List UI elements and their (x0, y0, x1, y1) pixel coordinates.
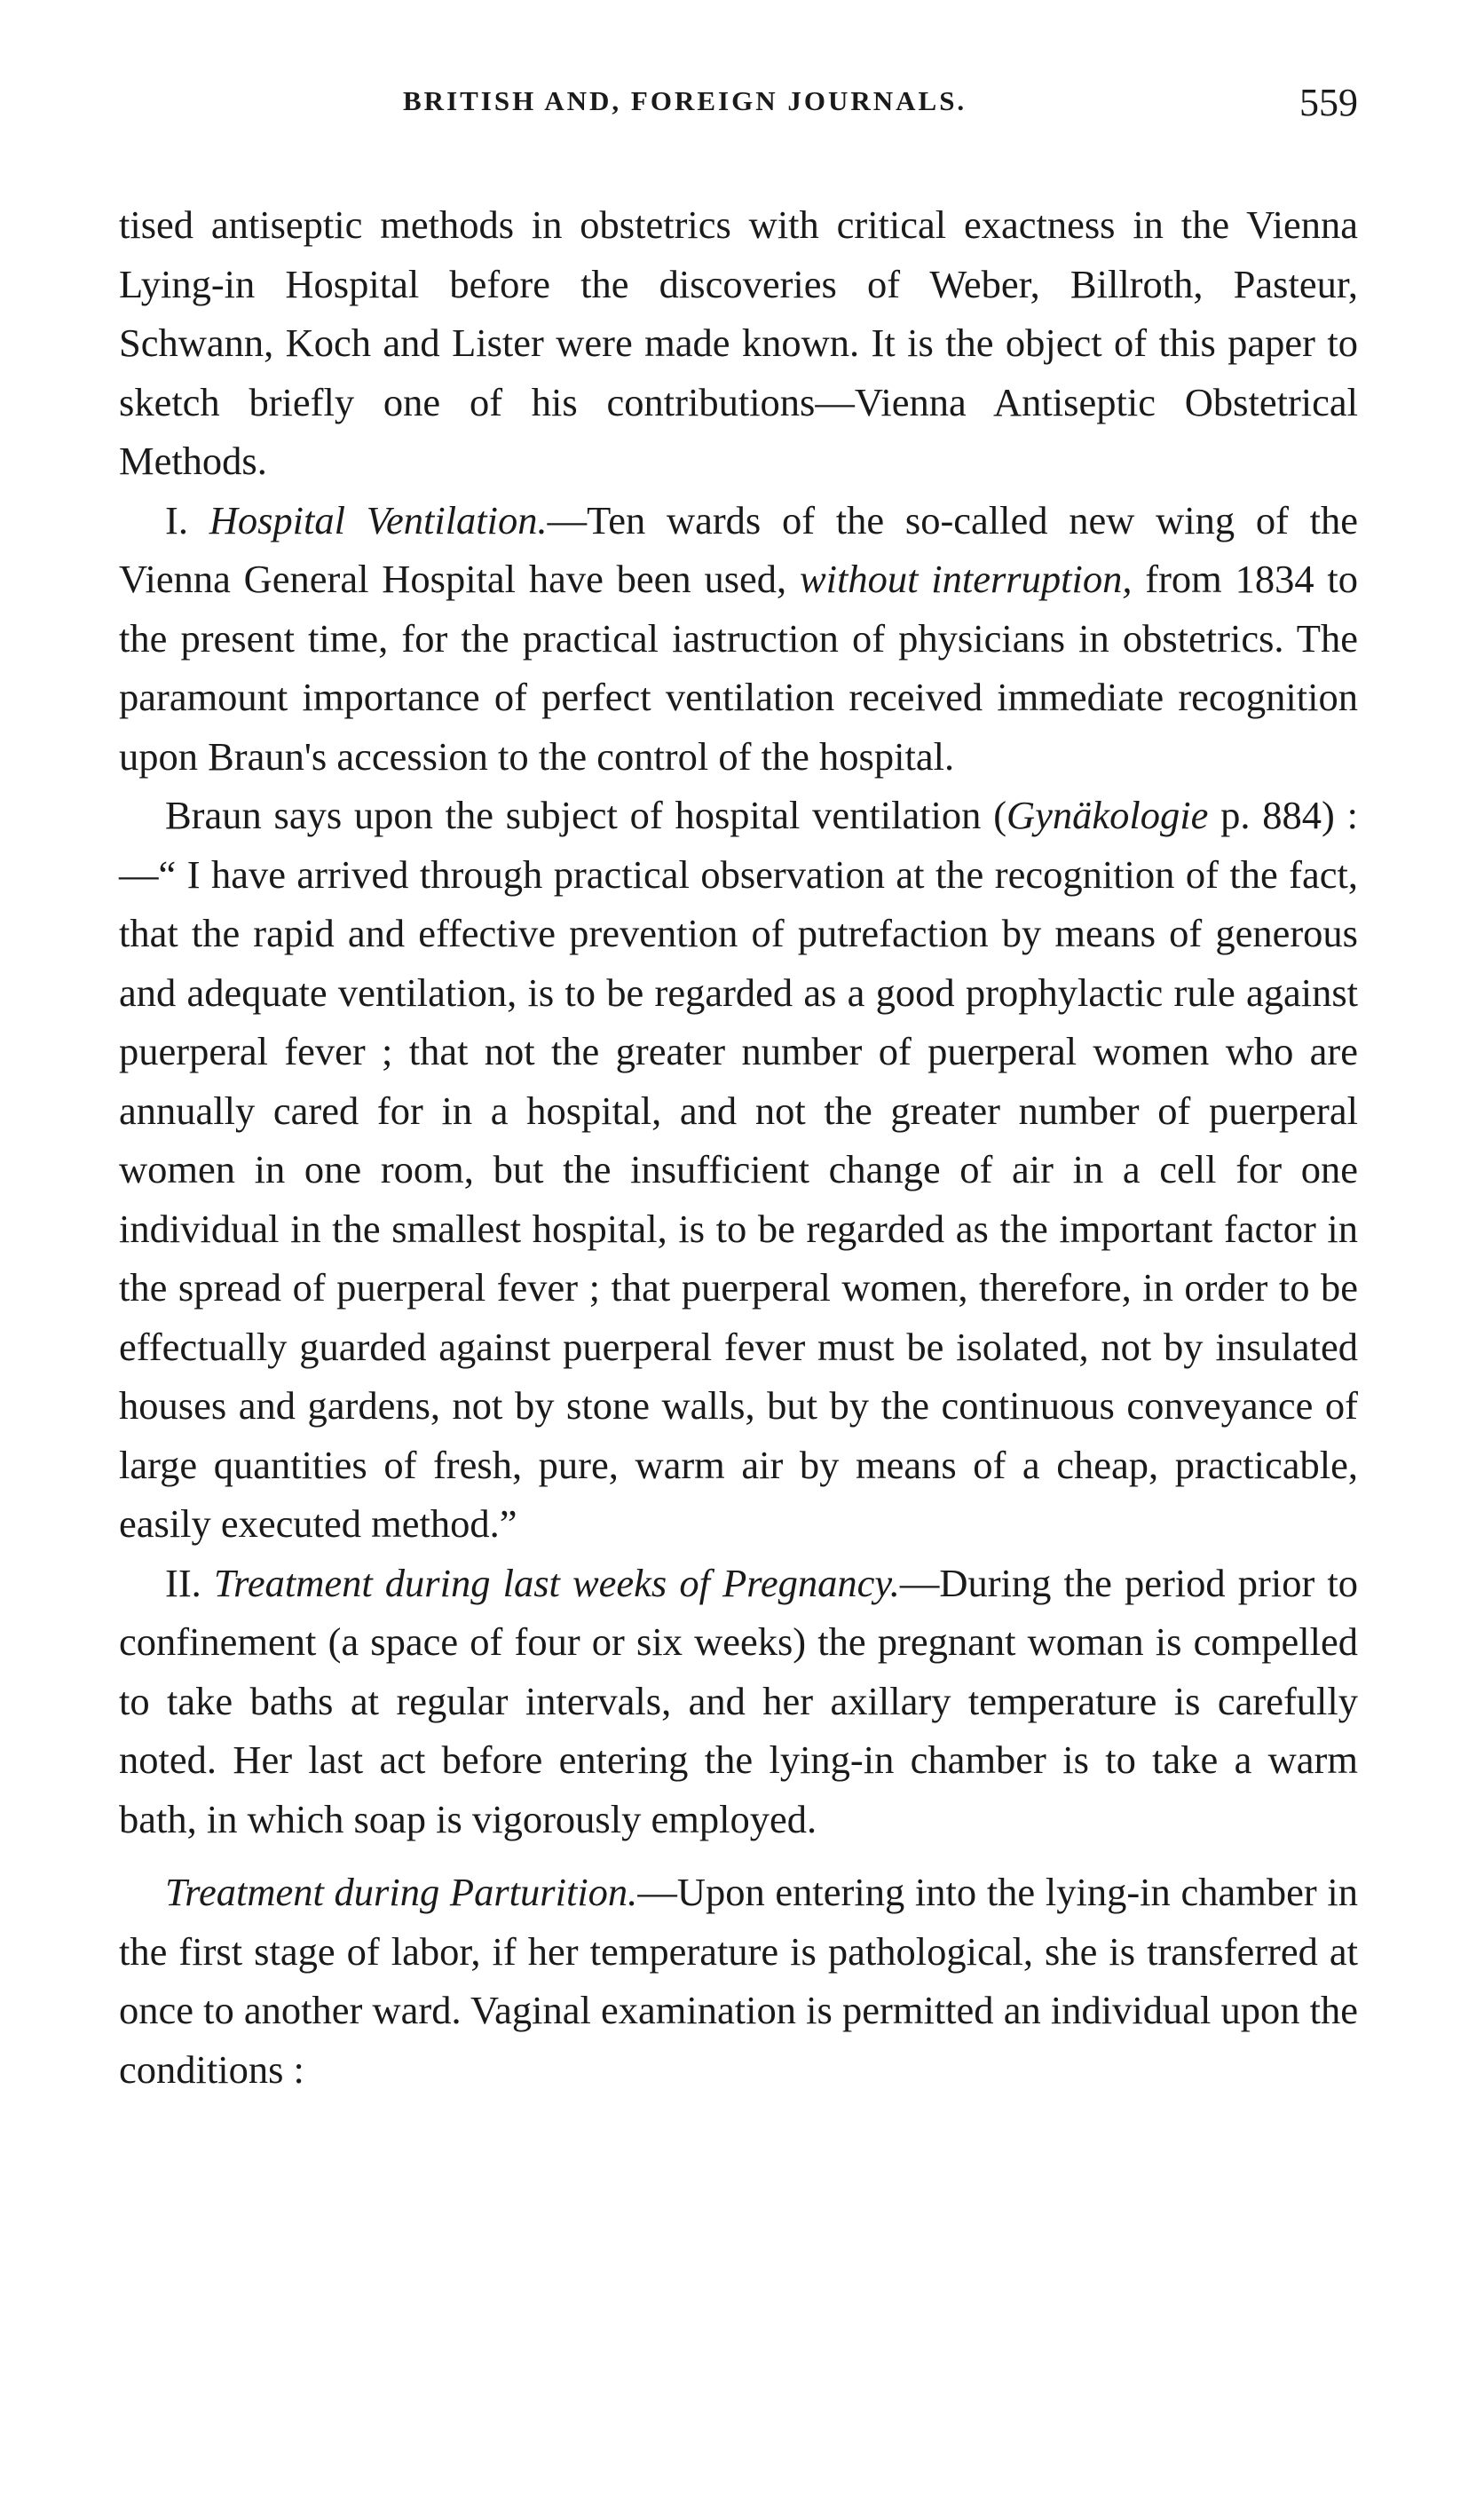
section-heading: Hospital Ventilation. (209, 497, 548, 542)
paragraph-text: —Ten wards of the so-called new wing of the Vienna General Hospital have been used, (119, 497, 1358, 601)
book-page (119, 81, 1359, 2099)
emphasis-text: without interruption, (799, 557, 1133, 601)
paragraph-text: —Upon entering into the lying-in chamber in the first stage of labor, if her temperature is pathological, she is transferred at once to another ward. Vaginal examination is permitted an individual upon the conditions : (119, 1870, 1358, 2092)
paragraph-text: Braun says upon the subject of hospital ventilation ( (165, 793, 1007, 837)
paragraph-hospital-ventilation (119, 491, 1358, 787)
running-head (119, 81, 1358, 139)
paragraph-parturition-treatment (119, 1863, 1358, 2099)
running-title: BRITISH AND, FOREIGN JOURNALS. (403, 85, 967, 116)
paragraph-text: p. 884) :—“ I have arrived through practical observation at the recognition of the fact, that the rapid and effective prevention of putrefaction by means of generous and adequate ventilation, is to be regarded as a good prophylactic rule against puerperal fever ; that not the greater number of puerperal women who are annually cared for in a hospital, and not the greater number of puerperal women in one room, but the insufficient change of air in a cell for one individual in the smallest hospital, is to be regarded as the important factor in the spread of puerperal fever ; that puerperal women, therefore, in order to be effectually guarded against puerperal fever must be isolated, not by insulated houses and gardens, not by stone walls, but by the continuous conveyance of large quantities of fresh, pure, warm air by means of a cheap, practicable, easily executed method.” (119, 793, 1359, 1546)
section-numeral: II. (165, 1560, 201, 1605)
section-heading: Treatment during Parturition. (165, 1870, 638, 1914)
source-title: Gynäkologie (1006, 793, 1209, 837)
paragraph-continuation: tised antiseptic methods in obstetrics with critical exactness in the Vienna Lying-in Hospital before the discoveries of Weber, Billroth, Pasteur, Schwann, Koch and Lister were made known. It is the object of this paper to sketch briefly one of his contributions—Vienna Antiseptic Obstetrical Methods. (119, 202, 1358, 483)
paragraph-text: —During the period prior to confinement (a space of four or six weeks) the pregnant woman is compelled to take baths at regular intervals, and her axillary temperature is carefully noted. Her last act before entering the lying-in chamber is to take a warm bath, in which soap is vigorously employed. (119, 1560, 1358, 1841)
section-heading: Treatment during last weeks of Pregnancy. (213, 1560, 900, 1605)
paragraph-text: from 1834 to the present time, for the practical iastruction of physicians in obstetrics. The paramount importance of perfect ventilation received immediate recognition upon Braun's accession to the control of the hospital. (119, 557, 1358, 779)
paragraph-pregnancy-treatment (119, 1554, 1358, 1849)
page-number: 559 (1299, 81, 1358, 124)
paragraph-braun-quote (119, 786, 1358, 1554)
section-numeral: I. (165, 497, 188, 542)
